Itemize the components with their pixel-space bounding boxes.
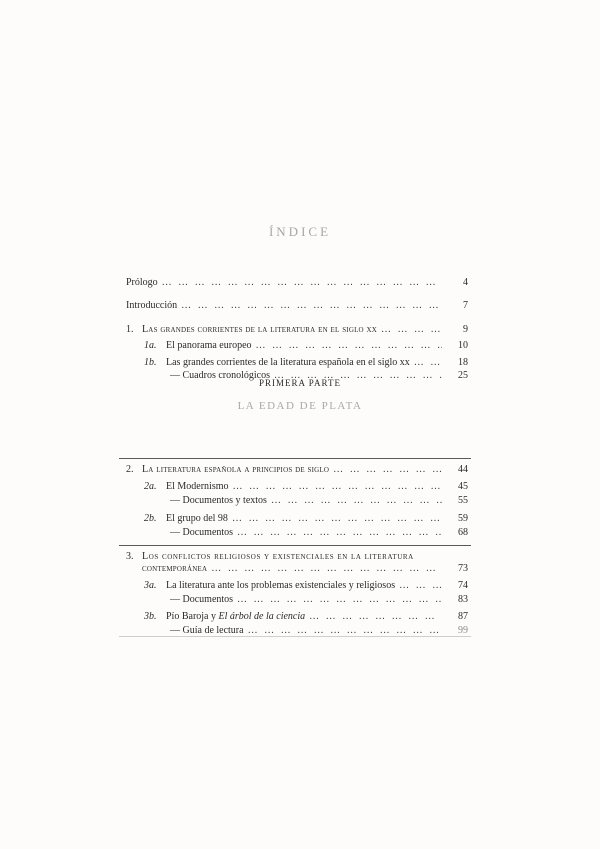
subentry-title: — Guía de lectura <box>170 625 244 636</box>
page-title: ÍNDICE <box>268 224 332 239</box>
dot-leader <box>333 463 442 477</box>
toc-entry-prologo[interactable] <box>126 276 468 290</box>
toc-section-3b[interactable] <box>126 610 468 624</box>
section-title <box>166 610 305 624</box>
dot-leader <box>271 494 442 508</box>
section-number: 1a. <box>144 340 157 351</box>
toc-section-1a[interactable] <box>126 339 468 353</box>
toc-entry-page: 18 <box>458 357 468 368</box>
toc-section-2a[interactable] <box>126 480 468 494</box>
toc-chapter-1[interactable] <box>126 323 468 337</box>
dot-leader <box>399 579 442 593</box>
toc-entry-page: 10 <box>458 340 468 351</box>
toc-section-1b[interactable] <box>126 356 468 370</box>
toc-subentry-documentos-3[interactable] <box>126 593 468 607</box>
toc-entry-page: 7 <box>463 300 468 311</box>
toc-entry-page: 87 <box>458 611 468 622</box>
toc-entry-page: 68 <box>458 527 468 538</box>
dot-leader <box>181 299 442 313</box>
section-number: 3b. <box>144 611 157 622</box>
subentry-title: — Documentos y textos <box>170 495 267 506</box>
toc-section-3a[interactable] <box>126 579 468 593</box>
toc-chapter-2[interactable] <box>126 463 468 477</box>
dot-leader <box>256 339 442 353</box>
subentry-title: — Documentos <box>170 527 234 538</box>
toc-entry-page: 83 <box>458 594 468 605</box>
dot-leader <box>233 480 443 494</box>
toc-entry-page: 74 <box>458 580 468 591</box>
subentry-title: — Documentos <box>170 594 234 605</box>
toc-entry-label: Introducción <box>126 300 178 311</box>
toc-entry-page: 9 <box>463 324 468 335</box>
part-title: LA EDAD DE PLATA <box>237 400 363 412</box>
section-number: 1b. <box>144 357 157 368</box>
part-label: PRIMERA PARTE <box>259 378 341 388</box>
toc-entry-page: 44 <box>458 464 468 475</box>
toc-entry-label: Prólogo <box>126 277 158 288</box>
section-number: 2b. <box>144 513 157 524</box>
toc-entry-page: 73 <box>458 563 468 574</box>
dot-leader <box>309 610 442 624</box>
chapter-title: La literatura española a principios de siglo <box>142 464 330 475</box>
section-divider <box>119 458 471 459</box>
dot-leader <box>381 323 442 337</box>
book-title: El árbol de la ciencia <box>218 611 306 622</box>
chapter-title: Las grandes corrientes de la literatura en el siglo xx <box>142 324 378 335</box>
section-title: El Modernismo <box>166 481 229 492</box>
dot-leader <box>162 276 442 290</box>
dot-leader <box>237 526 442 540</box>
toc-entry-page: 25 <box>458 370 468 381</box>
chapter-title: Los conflictos religiosos y existenciales en la literatura <box>142 551 414 562</box>
chapter-number: 3. <box>126 551 134 562</box>
dot-leader <box>211 562 442 576</box>
dot-leader <box>232 512 442 526</box>
chapter-number: 1. <box>126 324 134 335</box>
bottom-divider <box>119 636 471 637</box>
subentry-title: — Cuadros cronológicos <box>170 370 270 381</box>
toc-subentry-documentos[interactable] <box>126 526 468 540</box>
toc-entry-page: 55 <box>458 495 468 506</box>
chapter-title-continued: contemporánea <box>142 563 208 574</box>
section-number: 2a. <box>144 481 157 492</box>
toc-entry-page: 99 <box>458 625 468 636</box>
section-title: El grupo del 98 <box>166 513 228 524</box>
dot-leader <box>414 356 442 370</box>
section-number: 3a. <box>144 580 157 591</box>
toc-entry-page: 59 <box>458 513 468 524</box>
chapter-number: 2. <box>126 464 134 475</box>
toc-section-2b[interactable] <box>126 512 468 526</box>
section-title: Las grandes corrientes de la literatura española en el siglo xx <box>166 357 410 368</box>
section-title: La literatura ante los problemas existenciales y religiosos <box>166 580 396 591</box>
section-divider <box>119 545 471 546</box>
toc-subentry-documentos-textos[interactable] <box>126 494 468 508</box>
toc-entry-page: 4 <box>463 277 468 288</box>
toc-entry-introduccion[interactable] <box>126 299 468 313</box>
section-title: El panorama europeo <box>166 340 252 351</box>
toc-chapter-3-line2[interactable] <box>126 562 468 576</box>
section-title-text: Pío Baroja y <box>166 611 219 622</box>
toc-entry-page: 45 <box>458 481 468 492</box>
dot-leader <box>237 593 442 607</box>
